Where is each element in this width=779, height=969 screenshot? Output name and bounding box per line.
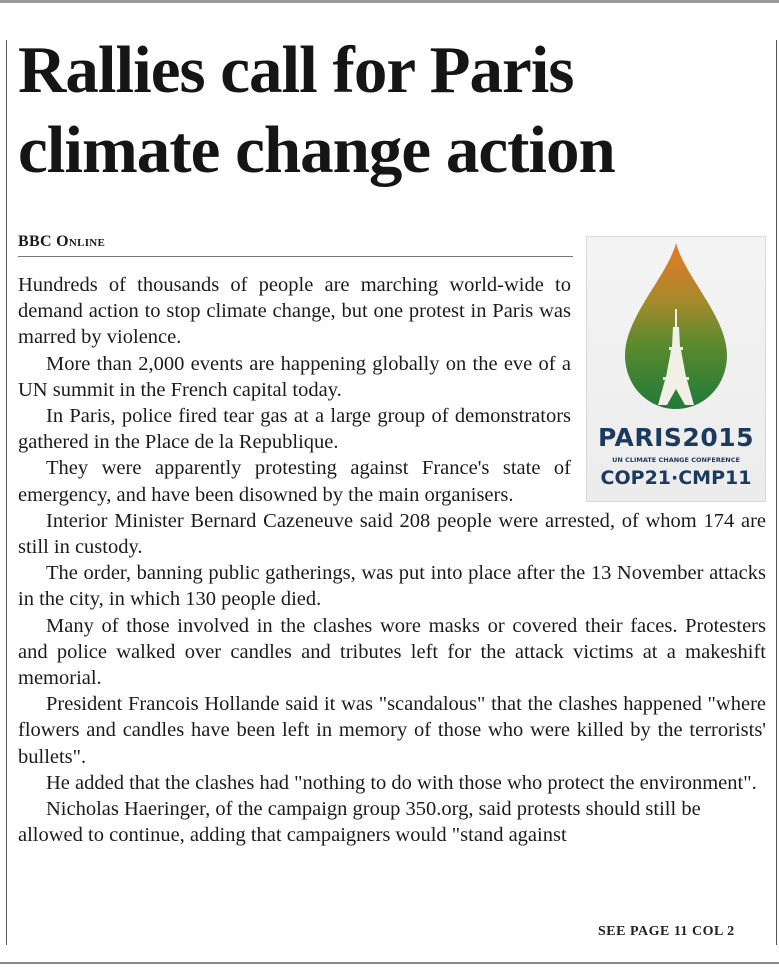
byline-divider (18, 256, 573, 257)
paragraph: He added that the clashes had "nothing to do with those who protect the environment". (46, 771, 757, 794)
right-column-rule (776, 40, 777, 945)
paragraph: Nicholas Haeringer, of the campaign group 350.org, said protests should still be allowed to continue, adding that campaigners would "stand against (18, 798, 701, 847)
logo-cop: COP21·CMP11 (600, 467, 752, 489)
paragraph: President Francois Hollande said it was "scandalous" that the clashes happened "where flowers and candles have been left in memory of those who were killed by the terrorists' bullets". (18, 693, 766, 768)
headline-line-2: climate change action (18, 113, 615, 187)
logo-title: PARIS2015 (597, 423, 754, 452)
paragraph: Hundreds of thousands of people are marching world-wide to demand action to stop climate change, but one protest in Paris was marred by violence. (18, 274, 571, 349)
paragraph: More than 2,000 events are happening globally on the eve of a UN summit in the French capital today. (18, 352, 571, 401)
byline: BBC Online (18, 233, 106, 250)
paragraph: They were apparently protesting against France's state of emergency, and have been disowned by the main organisers. (18, 457, 571, 506)
paragraph: Interior Minister Bernard Cazeneuve said 208 people were arrested, of whom 174 are still in custody. (18, 509, 766, 559)
left-column-rule (6, 40, 7, 945)
continuation-note: SEE PAGE 11 COL 2 (598, 924, 735, 939)
paragraph: In Paris, police fired tear gas at a large group of demonstrators gathered in the Place de la Republique. (18, 405, 571, 454)
bottom-border (0, 962, 779, 964)
headline-line-1: Rallies call for Paris (18, 33, 574, 107)
top-border (0, 0, 779, 3)
paragraph: Many of those involved in the clashes wore masks or covered their faces. Protesters and police walked over candles and tributes left for the attack victims at a makeshift memorial. (18, 614, 766, 690)
article-body (18, 272, 766, 848)
headline (18, 30, 773, 190)
logo-subtitle: UN CLIMATE CHANGE CONFERENCE (612, 456, 740, 464)
paragraph: The order, banning public gatherings, was put into place after the 13 November attacks in the city, in which 130 people died. (18, 562, 766, 611)
